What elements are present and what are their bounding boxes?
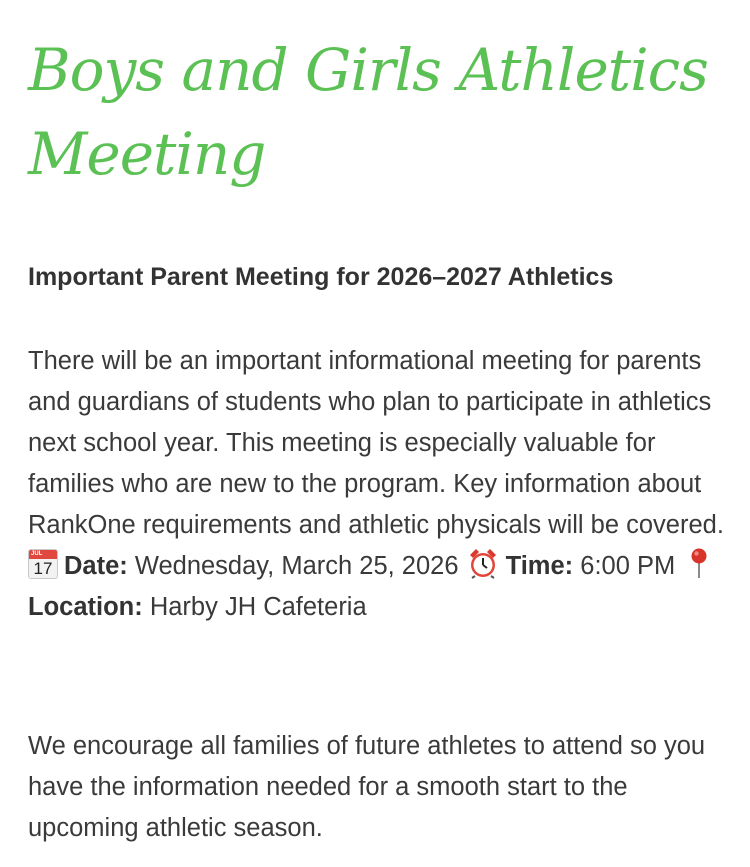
time-value: 6:00 PM [573,552,683,580]
location-value: Harby JH Cafeteria [142,593,367,621]
intro-paragraph [28,341,728,628]
alarm-clock-icon [466,547,500,579]
title-line-1: Boys and Girls Athletics [28,36,708,104]
round-pushpin-icon [682,547,716,579]
intro-text: There will be an important informational meeting for parents and guardians of students who plan to participate in athletics next school year. This meeting is especially valuable for families who are new to the program. Key information about RankOne requirements and athletic physicals will be covered. [28,347,724,539]
page-title [28,0,728,196]
closing-paragraph: We encourage all families of future athletes to attend so you have the information needed for a smooth start to the upcoming athletic season. [28,732,706,842]
announcement [28,0,728,842]
location-label: Location: [28,593,143,621]
calendar-day: 17 [33,559,53,578]
calendar-month: JUL [29,550,57,559]
meeting-details [28,552,722,621]
time-label: Time: [505,552,574,580]
date-label: Date: [64,552,128,580]
calendar-icon [28,549,58,579]
title-line-2: Meeting [28,120,266,188]
subtitle: Important Parent Meeting for 2026–2027 Athletics [28,263,614,291]
date-value: Wednesday, March 25, 2026 [127,552,466,580]
